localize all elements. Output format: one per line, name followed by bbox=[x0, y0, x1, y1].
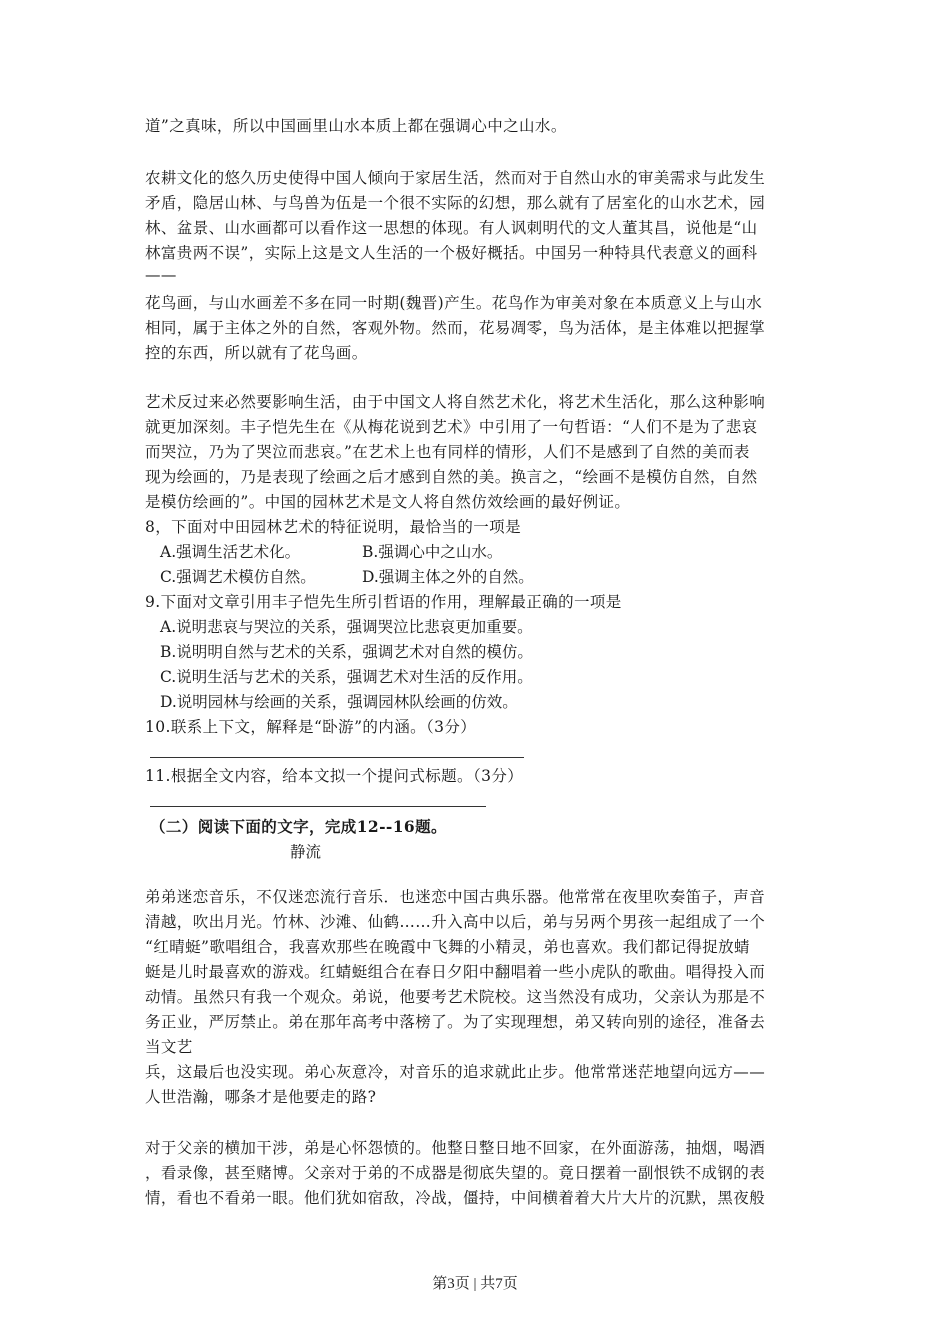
question-8-option-b: B.强调心中之山水。 bbox=[362, 543, 503, 561]
page-footer: 第3页 | 共7页 bbox=[432, 1276, 518, 1292]
text-line: —— bbox=[145, 266, 177, 284]
text-line: 动情。虽然只有我一个观众。弟说，他要考艺术院校。这当然没有成功，父亲认为那是不 bbox=[145, 988, 766, 1006]
text-line: 而哭泣，乃为了哭泣而悲哀。”在艺术上也有同样的情形，人们不是感到了自然的美而表 bbox=[145, 443, 750, 461]
text-line: 矛盾，隐居山林、与鸟兽为伍是一个很不实际的幻想，那么就有了居室化的山水艺术，园 bbox=[145, 194, 766, 212]
text-line: 兵，这最后也没实现。弟心灰意冷，对音乐的追求就此止步。他常常迷茫地望向远方—— bbox=[145, 1063, 766, 1081]
question-8-option-c: C.强调艺术模仿自然。 bbox=[160, 568, 316, 586]
answer-line-11[interactable] bbox=[150, 806, 486, 807]
section-heading: （二）阅读下面的文字，完成12--16题。 bbox=[150, 817, 447, 836]
text-line: 弟弟迷恋音乐，不仅迷恋流行音乐．也迷恋中国古典乐器。他常常在夜里吹奏笛子，声音 bbox=[145, 888, 766, 906]
question-9-option-a: A.说明悲哀与哭泣的关系，强调哭泣比悲哀更加重要。 bbox=[160, 618, 533, 636]
question-8-stem: 8，下面对中田园林艺术的特征说明，最恰当的一项是 bbox=[145, 518, 521, 536]
text-line: 蜓是儿时最喜欢的游戏。红蜻蜓组合在春日夕阳中翻唱着一些小虎队的歌曲。唱得投入而 bbox=[145, 963, 766, 981]
question-11: 11.根据全文内容，给本文拟一个提问式标题。（3分） bbox=[145, 767, 524, 785]
question-8-option-d: D.强调主体之外的自然。 bbox=[362, 568, 534, 586]
answer-line-10[interactable] bbox=[150, 757, 524, 758]
text-line: 控的东西，所以就有了花鸟画。 bbox=[145, 344, 368, 362]
question-9-option-b: B.说明明自然与艺术的关系，强调艺术对自然的模仿。 bbox=[160, 643, 533, 661]
question-9-stem: 9.下面对文章引用丰子恺先生所引哲语的作用，理解最正确的一项是 bbox=[145, 593, 622, 611]
text-line: 人世浩瀚，哪条才是他要走的路? bbox=[145, 1088, 377, 1106]
question-9-option-d: D.说明园林与绘画的关系，强调园林队绘画的仿效。 bbox=[160, 693, 518, 711]
text-line: 林富贵两不误”，实际上这是文人生活的一个极好概括。中国另一种特具代表意义的画科 bbox=[145, 244, 758, 262]
text-line: ，看录像，甚至赌博。父亲对于弟的不成器是彻底失望的。竟日摆着一副恨铁不成钢的表 bbox=[145, 1164, 766, 1182]
text-line: 农耕文化的悠久历史使得中国人倾向于家居生活，然而对于自然山水的审美需求与此发生 bbox=[145, 169, 766, 187]
text-line: 务正业，严厉禁止。弟在那年高考中落榜了。为了实现理想，弟又转向别的途径，准备去 bbox=[145, 1013, 766, 1031]
text-line: 情，看也不看弟一眼。他们犹如宿敌，冷战，僵持，中间横着着大片大片的沉默，黑夜般 bbox=[145, 1189, 766, 1207]
text-line: 花鸟画，与山水画差不多在同一时期(魏晋)产生。花鸟作为审美对象在本质意义上与山水 bbox=[145, 294, 763, 312]
question-10: 10.联系上下文，解释是“卧游”的内涵。（3分） bbox=[145, 718, 477, 736]
question-8-option-a: A.强调生活艺术化。 bbox=[160, 543, 301, 561]
question-9-option-c: C.说明生活与艺术的关系，强调艺术对生活的反作用。 bbox=[160, 668, 533, 686]
text-line: 对于父亲的横加干涉，弟是心怀怨愤的。他整日整日地不回家，在外面游荡，抽烟，喝酒 bbox=[145, 1139, 766, 1157]
text-line: 现为绘画的，乃是表现了绘画之后才感到自然的美。换言之，“绘画不是模仿自然，自然 bbox=[145, 468, 758, 486]
text-line: 林、盆景、山水画都可以看作这一思想的体现。有人讽刺明代的文人董其昌，说他是“山 bbox=[145, 219, 758, 237]
story-title: 静流 bbox=[290, 843, 322, 861]
text-line: 是模仿绘画的”。中国的园林艺术是文人将自然仿效绘画的最好例证。 bbox=[145, 493, 631, 511]
text-line: 艺术反过来必然要影响生活，由于中国文人将自然艺术化，将艺术生活化，那么这种影响 bbox=[145, 393, 766, 411]
text-line: 道”之真味，所以中国画里山水本质上都在强调心中之山水。 bbox=[145, 117, 567, 135]
text-line: “红晴蜓”歌唱组合，我喜欢那些在晚霞中飞舞的小精灵，弟也喜欢。我们都记得捉放蜻 bbox=[145, 938, 750, 956]
text-line: 相同，属于主体之外的自然，客观外物。然而，花易凋零，鸟为活体，是主体难以把握掌 bbox=[145, 319, 766, 337]
text-line: 就更加深刻。丰子恺先生在《从梅花说到艺术》中引用了一句哲语：“人们不是为了悲哀 bbox=[145, 418, 758, 436]
text-line: 清越，吹出月光。竹林、沙滩、仙鹤……升入高中以后，弟与另两个男孩一起组成了一个 bbox=[145, 913, 766, 931]
text-line: 当文艺 bbox=[145, 1038, 193, 1056]
